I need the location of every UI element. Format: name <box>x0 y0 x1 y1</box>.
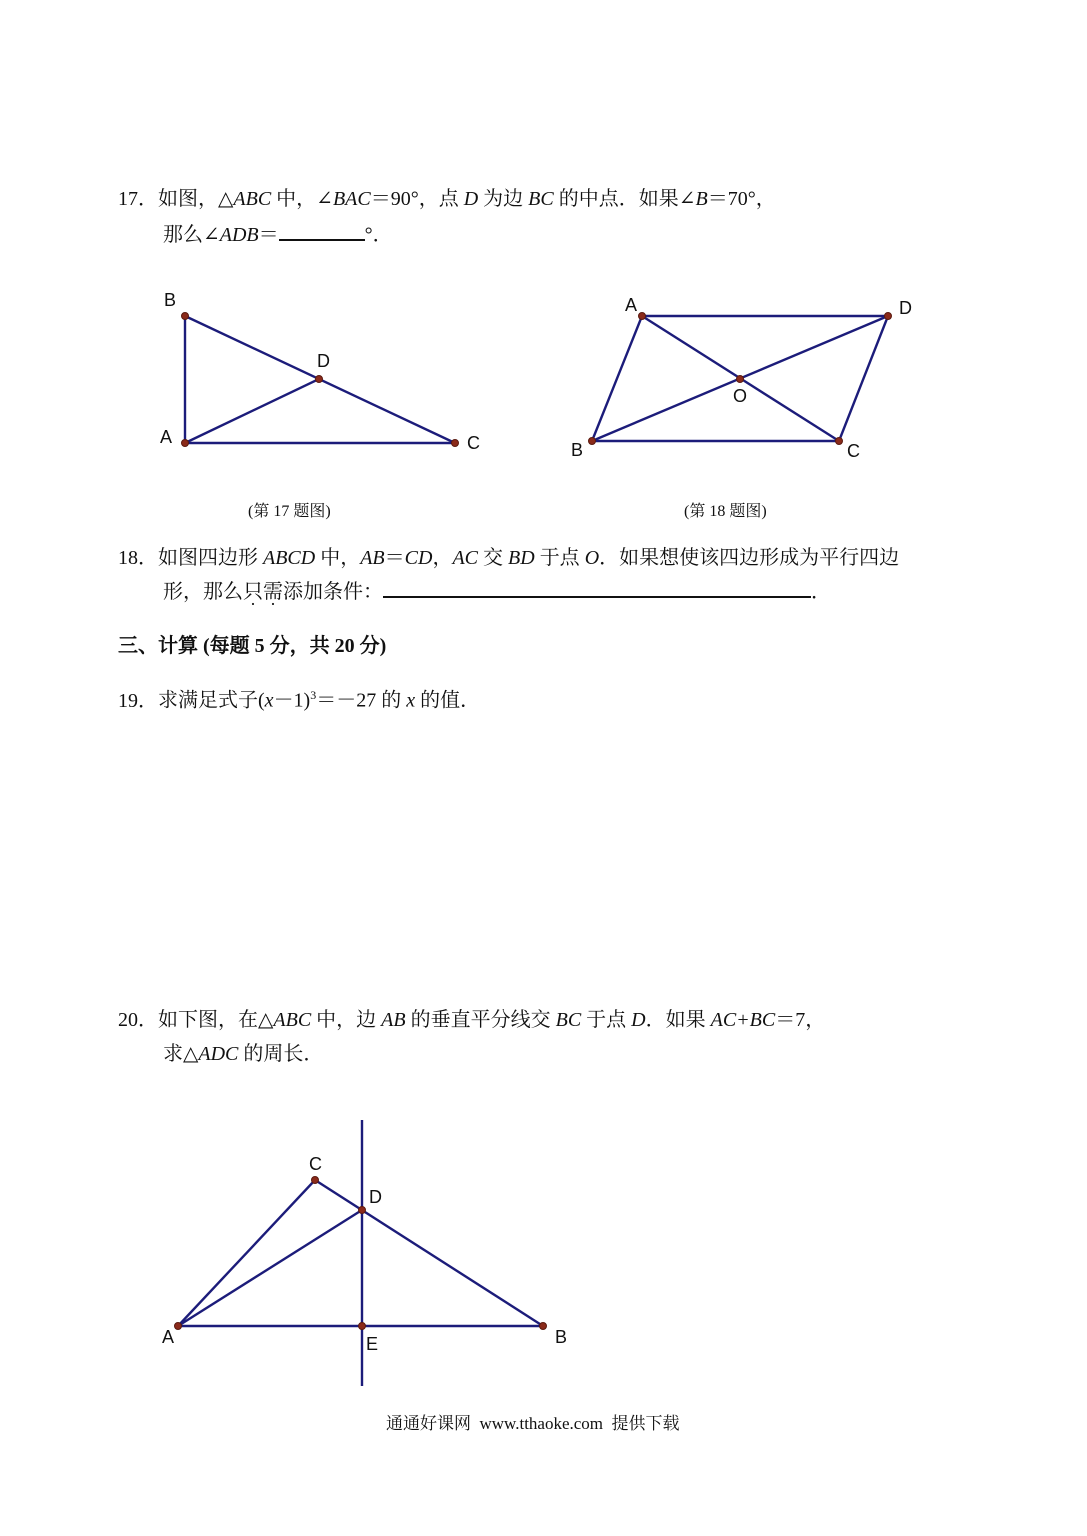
fig20-seg-cb <box>315 1180 543 1326</box>
fig20-label-e: E <box>366 1334 379 1354</box>
fig17-label-d: D <box>317 351 330 371</box>
fig17-point-b <box>182 313 189 320</box>
q17-number: 17． <box>118 188 158 210</box>
fig18-caption: (第 18 题图) <box>684 503 767 520</box>
q17-line1: 17．如图，△ABC 中，∠BAC＝90°，点 D 为边 BC 的中点．如果∠B＝70°， <box>118 188 776 210</box>
fig20-point-b <box>540 1323 547 1330</box>
q20-line1: 20．如下图，在△ABC 中，边 AB 的垂直平分线交 BC 于点 D．如果 AC+BC＝7， <box>118 1009 826 1031</box>
fig20-point-a <box>175 1323 182 1330</box>
fig17-label-b: B <box>164 290 177 310</box>
fig18-point-d <box>885 313 892 320</box>
fig20-label-a: A <box>162 1327 175 1347</box>
footer <box>386 1409 680 1434</box>
q18-line2: 形，那么只需添加条件： ． <box>163 578 831 605</box>
fig17-label-c: C <box>467 433 480 453</box>
fig18-label-d: D <box>899 298 912 318</box>
figure-17 <box>160 290 480 453</box>
q20-line2: 求△ADC 的周长． <box>163 1043 324 1065</box>
emphasis-char-zhi: 只 <box>243 581 263 603</box>
fig17-seg-ad <box>185 379 319 443</box>
fig20-point-e <box>359 1323 366 1330</box>
fig20-label-d: D <box>369 1187 382 1207</box>
fig17-label-a: A <box>160 427 173 447</box>
fig18-point-a <box>639 313 646 320</box>
fig17-caption: (第 17 题图) <box>248 503 331 520</box>
q17-line2: 那么∠ADB＝ °． <box>163 221 393 248</box>
q20-number: 20． <box>118 1009 158 1031</box>
fig18-label-o: O <box>733 386 748 406</box>
fig20-point-c <box>312 1177 319 1184</box>
figure-18 <box>571 295 912 461</box>
fig18-point-b <box>589 438 596 445</box>
fig18-point-o <box>737 376 744 383</box>
fig18-label-a: A <box>625 295 638 315</box>
fig17-point-a <box>182 440 189 447</box>
fig18-label-b: B <box>571 440 584 460</box>
footer-site: 通通好课网 <box>386 1414 471 1433</box>
fig17-point-c <box>452 440 459 447</box>
fig20-label-b: B <box>555 1327 568 1347</box>
emphasis-char-xu: 需 <box>263 581 283 603</box>
q18-number: 18． <box>118 547 158 569</box>
figure-20 <box>162 1120 567 1386</box>
fig20-label-c: C <box>309 1154 322 1174</box>
q19-line1: 19．求满足式子$(x-1)^3=-27$ 的 x 的值． <box>118 688 481 712</box>
fig20-point-d <box>359 1207 366 1214</box>
footer-action: 提供下载 <box>611 1414 680 1433</box>
fig18-point-c <box>836 438 843 445</box>
fig17-point-d <box>316 376 323 383</box>
q18-answer-blank <box>383 578 811 598</box>
fig18-label-c: C <box>847 441 860 461</box>
section-heading: 三、计算 (每题 5 分，共 20 分) <box>118 635 387 657</box>
q18-line1: 18．如图四边形 ABCD 中，AB＝CD，AC 交 BD 于点 O．如果想使该四边形成为平行四边 <box>118 547 900 569</box>
q19-number: 19． <box>118 689 158 712</box>
footer-url[interactable]: www.tthaoke.com <box>479 1414 604 1433</box>
